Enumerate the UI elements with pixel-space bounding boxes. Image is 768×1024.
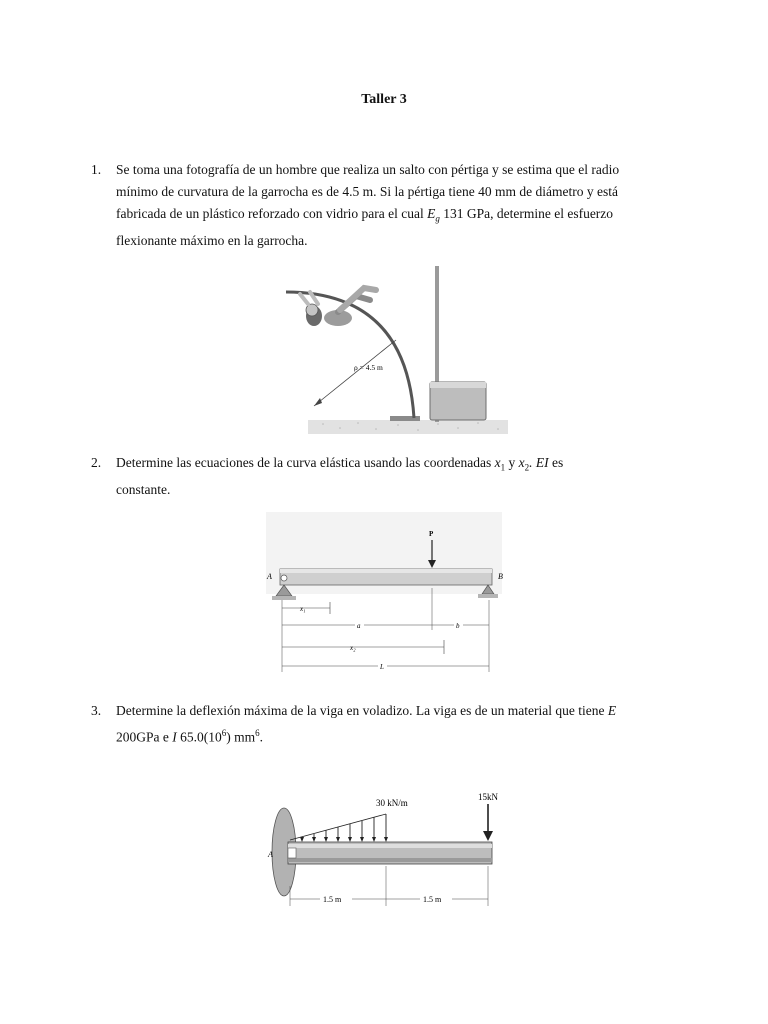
athlete [300,288,376,326]
label-x1: x₁ [300,605,306,613]
load-arrowheads [300,837,388,842]
span2-label: 1.5 m [423,895,442,904]
problem-3-line-1 [116,700,691,722]
load-p-label: P [429,530,434,538]
ei-symbol: . EI [529,455,549,470]
label-a: A [268,850,273,859]
modulus-symbol: E [427,206,436,221]
exponent-1: 6 [221,728,227,738]
distributed-load-label: 30 kN/m [376,798,408,808]
label-dim-a: a [357,622,361,630]
label-b: B [498,572,503,581]
figure-cantilever [262,786,510,912]
problem-2-line-1 [116,452,691,479]
es-word: es [548,455,564,470]
problem-2 [91,452,691,501]
rho-label: ρ = 4.5 m [354,363,383,372]
problem-3-line-1-a: Determine la deflexión máxima de la viga en voladizo. La viga es de un material que tiene [116,703,608,718]
problem-3-line-2-b: 65.0(10 [176,729,222,745]
pin-a [281,575,287,581]
page-title: Taller 3 [361,92,407,107]
pole [286,292,414,418]
radius-line [314,340,396,406]
point-load-label: 15kN [478,792,498,802]
problem-3-line-2 [116,722,691,749]
problem-3-number: 3. [91,703,102,718]
modulus-subscript: g [435,213,440,224]
problem-2-line-2: constante. [116,481,171,497]
problem-3-line-2-d: . [259,729,263,745]
problem-3 [91,700,691,749]
problem-1-line-2: mínimo de curvatura de la garrocha es de 4.5 m. Si la pértiga tiene 40 mm de diámetro y está [116,184,618,199]
beam-bottom-flange [288,858,492,862]
pole-box [390,416,420,421]
label-a: A [267,572,272,581]
label-dim-b: b [456,622,460,630]
coord-x2: x [518,455,525,470]
coord-x1-sub: 1 [500,462,506,473]
point-load-arrowhead [483,831,493,841]
span1-label: 1.5 m [323,895,342,904]
problem-1-line-3-a: fabricada de un plástico reforzado con vidrio para el cual [116,206,428,221]
ground-b [478,594,498,598]
beam-flange [280,569,492,573]
label-dim-l: L [380,663,384,671]
coord-x1: x [494,455,501,470]
problem-2-number: 2. [91,455,102,470]
coord-x2-sub: 2 [524,462,530,473]
radius-arrowhead [314,398,322,406]
problem-2-line-1-a: Determine las ecuaciones de la curva elástica usando las coordenadas [116,455,495,470]
beam-top-flange [288,844,492,848]
ground-a [272,596,296,600]
label-x2: x₂ [350,644,356,652]
conjunction: y [505,455,519,470]
load-arrows [302,814,386,840]
e-symbol: E [607,703,617,718]
figure-beam [258,512,510,680]
figure-pole-vault [278,262,510,434]
problem-3-line-2-c: ) mm [226,729,256,745]
exponent-2: 6 [255,728,260,738]
beam-end-plate [288,848,296,858]
problem-1-line-1: Se toma una fotografía de un hombre que realiza un salto con pértiga y se estima que el radio [116,162,620,177]
problem-1-line-4: flexionante máximo en la garrocha. [116,232,308,248]
problem-3-line-2-a: 200GPa e [116,729,173,745]
problem-1-number: 1. [91,162,102,177]
ground [308,420,508,434]
i-symbol: I [172,729,177,745]
landing-mat-top [430,382,486,388]
problem-1-line-3 [116,203,691,230]
problem-1 [91,159,691,252]
problem-1-line-3-b: 131 GPa, determine el esfuerzo [439,206,614,221]
